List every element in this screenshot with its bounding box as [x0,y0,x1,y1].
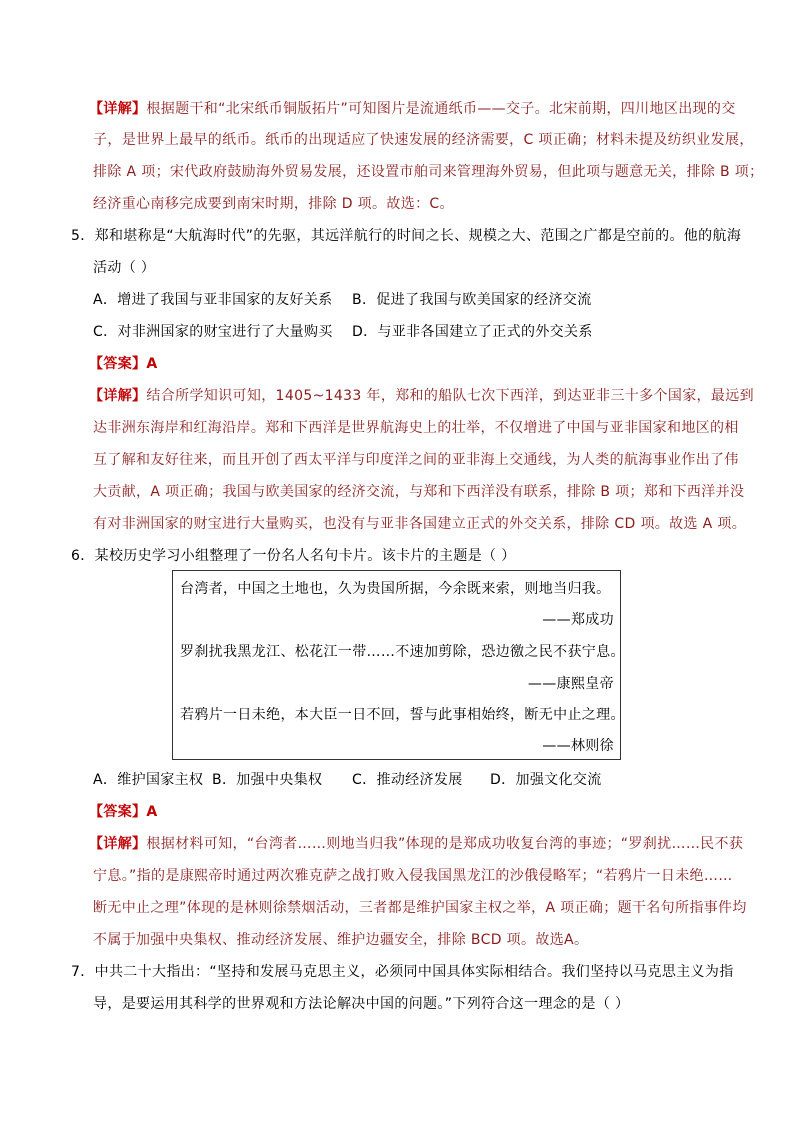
q6-detail-line-2: 宁息。”指的是康熙帝时通过两次雅克萨之战打败入侵我国黑龙江的沙俄侵略军；“若鸦片一日未绝…… [93,868,733,884]
card-quote-3: 若鸦片一日未绝，本大臣一日不回，誓与此事相始终，断无中止之理。 [180,707,625,723]
q4-detail-line-1: 【详解】根据题干和“北宋纸币铜版拓片”可知图片是流通纸币——交子。北宋前期，四川地区出现的交 [89,101,736,117]
q6-answer: 【答案】A [89,804,158,820]
q6-option-d: D．加强文化交流 [490,772,602,788]
q6-detail-line-1: 【详解】根据材料可知，“台湾者……则地当归我”体现的是郑成功收复台湾的事迹；“罗刹扰……民不获 [89,836,744,852]
card-author-1: ——郑成功 [542,612,614,628]
q5-stem-line-2: 活动（ ） [93,260,156,276]
card-author-2: ——康熙皇帝 [527,676,614,692]
q5-option-d: D．与亚非各国建立了正式的外交关系 [352,324,593,340]
card-quote-1: 台湾者，中国之土地也，久为贵国所据，今余既来索，则地当归我。 [180,581,611,597]
q7-number: 7． [71,964,95,980]
q5-detail-line-1: 【详解】结合所学知识可知，1405~1433 年，郑和的船队七次下西洋，到达亚非三十多个国家，最远到 [89,388,754,404]
q7-stem-line-2: 导，是要运用其科学的世界观和方法论解决中国的问题。”下列符合这一理念的是（ ） [93,996,630,1012]
q5-option-b: B．促进了我国与欧美国家的经济交流 [352,292,592,308]
q7-stem-line-1: 7．中共二十大指出：“坚持和发展马克思主义，必须同中国具体实际相结合。我们坚持以马克思主义为指 [71,964,734,980]
q5-detail-line-5: 有对非洲国家的财宝进行大量购买，也没有与亚非各国建立正式的外交关系，排除 CD 项。故选 A 项。 [93,516,747,532]
q6-detail-line-3: 断无中止之理”体现的是林则徐禁烟活动，三者都是维护国家主权之举，A 项正确；题干名句所指事件均 [93,900,747,916]
q5-detail-line-3: 互了解和友好往来，而且开创了西太平洋与印度洋之间的亚非海上交通线，为人类的航海事业作出了伟 [93,452,739,468]
q6-option-b: B．加强中央集权 [212,772,323,788]
q6-number: 6． [71,548,95,564]
q6-option-c: C．推动经济发展 [352,772,463,788]
q6-stem: 6．某校历史学习小组整理了一份名人名句卡片。该卡片的主题是（ ） [71,548,516,564]
card-quote-2: 罗刹扰我黑龙江、松花江一带……不速加剪除，恐边徼之民不获宁息。 [180,644,625,660]
card-author-3: ——林则徐 [542,738,614,754]
q6-detail-line-4: 不属于加强中央集权、推动经济发展、维护边疆安全，排除 BCD 项。故选A。 [93,932,589,948]
q5-answer: 【答案】A [89,356,158,372]
q4-detail-tag: 【详解】 [89,101,147,117]
q4-detail-line-3: 排除 A 项；宋代政府鼓励海外贸易发展，还设置市舶司来管理海外贸易，但此项与题意无关，排除 B 项； [93,164,764,180]
q5-detail-line-2: 达非洲东海岸和红海沿岸。郑和下西洋是世界航海史上的壮举，不仅增进了中国与亚非国家和地区的相 [93,420,739,436]
q5-option-c: C．对非洲国家的财宝进行了大量购买 [93,324,333,340]
q5-number: 5． [71,228,95,244]
q5-detail-line-4: 大贡献，A 项正确；我国与欧美国家的经济交流，与郑和下西洋没有联系，排除 B 项；郑和下西洋并没 [93,484,745,500]
q4-detail-line-4: 经济重心南移完成要到南宋时期，排除 D 项。故选：C。 [93,196,454,212]
q4-detail-line-2: 子，是世界上最早的纸币。纸币的出现适应了快速发展的经济需要，C 项正确；材料未提及纺织业发展， [93,132,754,148]
quote-card [172,570,625,760]
q5-stem-line-1: 5．郑和堪称是“大航海时代”的先驱，其远洋航行的时间之长、规模之大、范围之广都是空前的。他的航海 [71,228,742,244]
q5-option-a: A．增进了我国与亚非国家的友好关系 [93,292,333,308]
q6-option-a: A．维护国家主权 [93,772,204,788]
